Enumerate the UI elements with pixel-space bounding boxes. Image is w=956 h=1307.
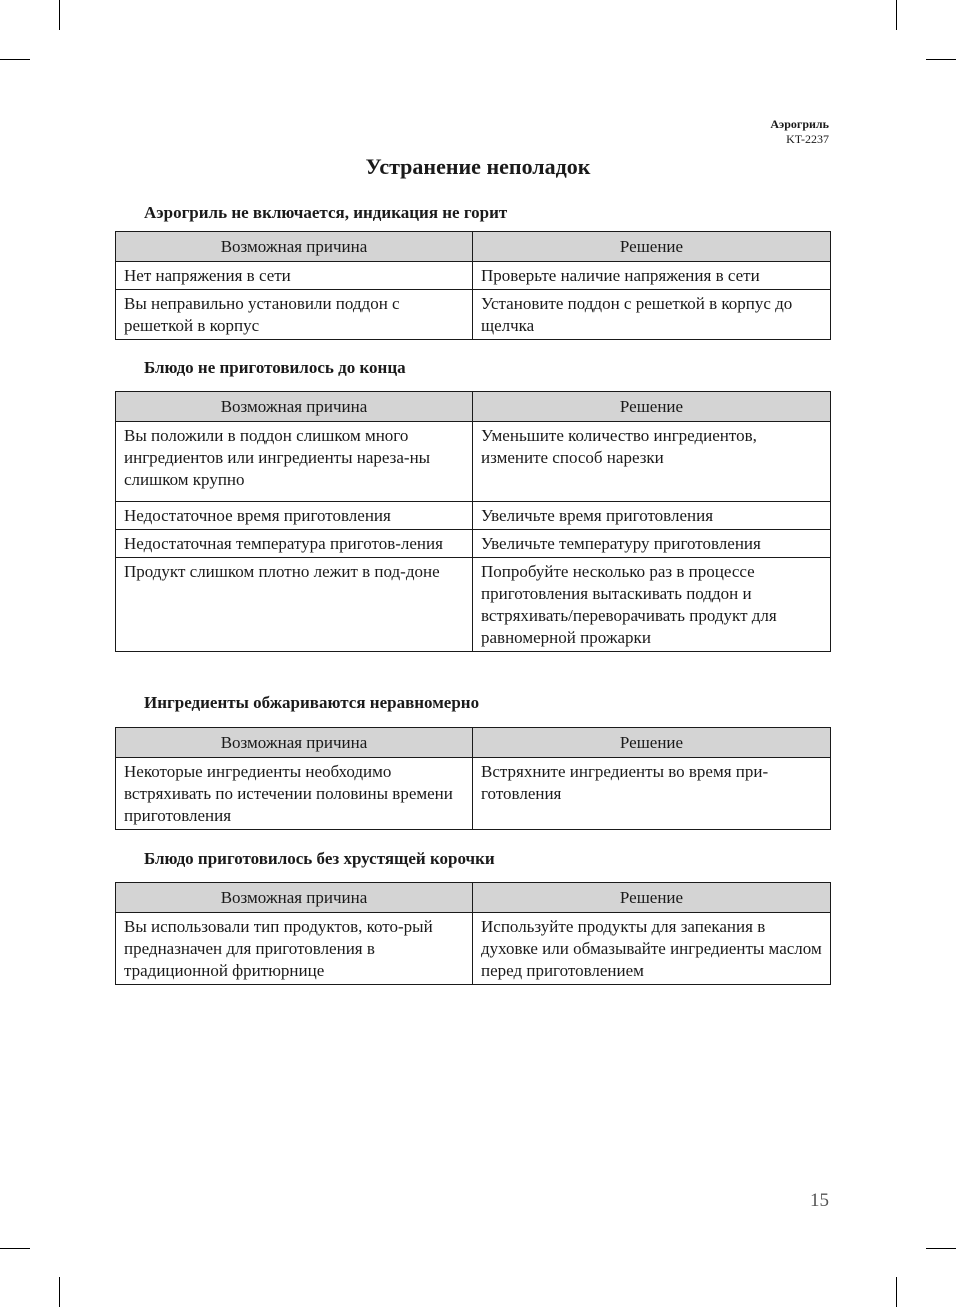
solution-cell: Попробуйте несколько раз в процессе приготовления вытаскивать поддон и встряхивать/переворачивать продукт для равномерной прожарки (473, 558, 831, 652)
column-header-cause: Возможная причина (116, 883, 473, 913)
crop-mark (896, 0, 897, 30)
column-header-cause: Возможная причина (116, 728, 473, 758)
section-title: Блюдо не приготовилось до конца (144, 358, 406, 377)
cause-cell: Некоторые ингредиенты необходимо встряхивать по истечении половины времени приготовления (116, 758, 473, 830)
table-row (116, 290, 831, 340)
header-brand: Аэрогриль (770, 117, 829, 131)
section-title: Аэрогриль не включается, индикация не горит (144, 203, 508, 222)
crop-mark (896, 1277, 897, 1307)
table-row (116, 502, 831, 530)
table-row (116, 758, 831, 830)
cause-cell: Вы использовали тип продуктов, кото-рый предназначен для приготовления в традиционной фритюрнице (116, 913, 473, 985)
cause-cell: Вы положили в поддон слишком много ингредиентов или ингредиенты нареза-ны слишком крупно (116, 422, 473, 502)
column-header-solution: Решение (473, 392, 831, 422)
table-row (116, 558, 831, 652)
cause-cell: Недостаточное время приготовления (116, 502, 473, 530)
running-header (770, 117, 829, 147)
column-header-cause: Возможная причина (116, 232, 473, 262)
table-row (116, 422, 831, 502)
solution-cell: Установите поддон с решеткой в корпус до щелчка (473, 290, 831, 340)
troubleshooting-table (115, 882, 831, 985)
solution-cell: Проверьте наличие напряжения в сети (473, 262, 831, 290)
table-header-row (116, 232, 831, 262)
solution-cell: Уменьшите количество ингредиентов, измените способ нарезки (473, 422, 831, 502)
solution-cell: Увеличьте температуру приготовления (473, 530, 831, 558)
table-header-row (116, 392, 831, 422)
troubleshooting-table (115, 391, 831, 652)
column-header-solution: Решение (473, 728, 831, 758)
cause-cell: Нет напряжения в сети (116, 262, 473, 290)
crop-mark (926, 1248, 956, 1249)
cause-cell: Недостаточная температура приготов-ления (116, 530, 473, 558)
column-header-cause: Возможная причина (116, 392, 473, 422)
column-header-solution: Решение (473, 232, 831, 262)
table-header-row (116, 883, 831, 913)
table-header-row (116, 728, 831, 758)
page-title: Устранение неполадок (365, 154, 591, 179)
table-row (116, 530, 831, 558)
crop-mark (59, 1277, 60, 1307)
crop-mark (0, 59, 30, 60)
crop-mark (59, 0, 60, 30)
crop-mark (926, 59, 956, 60)
solution-cell: Встряхните ингредиенты во время при-готовления (473, 758, 831, 830)
solution-cell: Увеличьте время приготовления (473, 502, 831, 530)
solution-cell: Используйте продукты для запекания в духовке или обмазывайте ингредиенты маслом перед приготовлением (473, 913, 831, 985)
section-title: Блюдо приготовилось без хрустящей корочки (144, 849, 495, 868)
crop-mark (0, 1248, 30, 1249)
cause-cell: Продукт слишком плотно лежит в под-доне (116, 558, 473, 652)
column-header-solution: Решение (473, 883, 831, 913)
cause-cell: Вы неправильно установили поддон с решеткой в корпус (116, 290, 473, 340)
header-model: KT-2237 (786, 132, 829, 146)
table-row (116, 913, 831, 985)
troubleshooting-table (115, 231, 831, 340)
page-number: 15 (810, 1190, 829, 1211)
table-row (116, 262, 831, 290)
section-title: Ингредиенты обжариваются неравномерно (144, 693, 480, 712)
troubleshooting-table (115, 727, 831, 830)
